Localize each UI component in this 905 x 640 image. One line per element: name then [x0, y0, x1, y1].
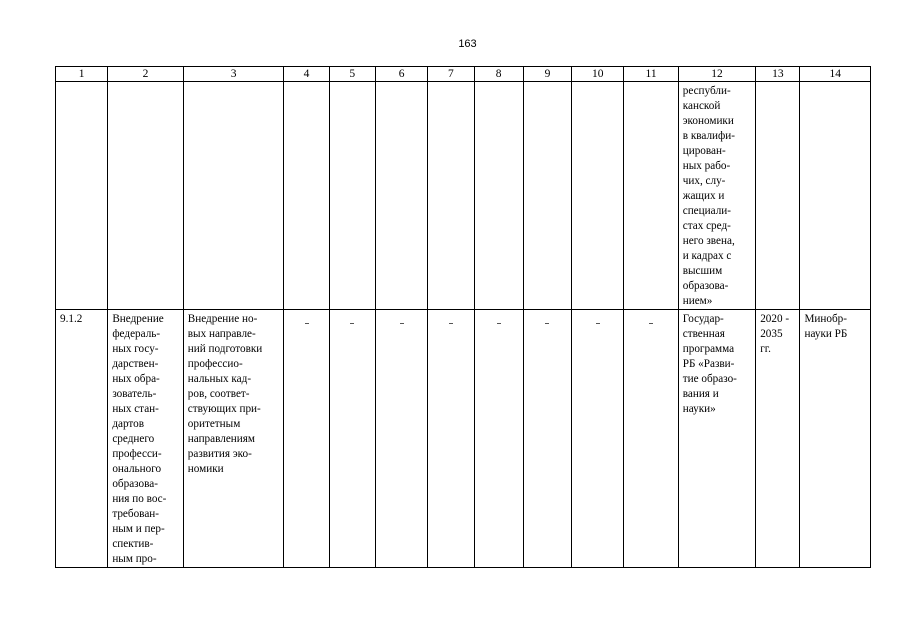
table-cell: [428, 82, 474, 310]
measure-number: 9.1.2: [56, 310, 108, 568]
implementation-period: 2020 - 2035 гг.: [756, 310, 800, 568]
dash-cell: [474, 310, 523, 568]
dash-mark: [305, 323, 309, 324]
dash-cell: [428, 310, 474, 568]
dash-mark: [350, 323, 354, 324]
dash-cell: [329, 310, 375, 568]
table-cell: [284, 82, 329, 310]
dash-mark: [649, 323, 653, 324]
table-row-continuation: [56, 82, 871, 310]
table-cell: [183, 82, 284, 310]
responsible-executor: Минобр- науки РБ: [800, 310, 871, 568]
table-cell: [56, 82, 108, 310]
measure-title: Внедрение федераль- ных госу- дарствен- ных обра- зователь- ных стан- дартов среднего професси- онального образова- ния по вос- требован- ным и пер- спектив- ным про-: [108, 310, 183, 568]
table-cell: [800, 82, 871, 310]
column-number-row: [56, 67, 871, 82]
column-header: 12: [678, 67, 755, 82]
dash-mark: [545, 323, 549, 324]
dash-mark: [400, 323, 404, 324]
column-header: 8: [474, 67, 523, 82]
column-header: 3: [183, 67, 284, 82]
column-header: 7: [428, 67, 474, 82]
column-header: 13: [756, 67, 800, 82]
column-header: 11: [624, 67, 678, 82]
dash-cell: [624, 310, 678, 568]
column-header: 14: [800, 67, 871, 82]
table-cell: [624, 82, 678, 310]
program-name: Государ- ственная программа РБ «Разви- тие образо- вания и науки»: [678, 310, 755, 568]
dash-cell: [523, 310, 571, 568]
column-header: 1: [56, 67, 108, 82]
dash-cell: [375, 310, 427, 568]
dash-mark: [449, 323, 453, 324]
column-header: 6: [375, 67, 427, 82]
plan-table: [55, 66, 871, 568]
table-cell: [108, 82, 183, 310]
table-row-9-1-2: [56, 310, 871, 568]
column-header: 9: [523, 67, 571, 82]
dash-cell: [284, 310, 329, 568]
dash-cell: [572, 310, 624, 568]
measure-description: Внедрение но- вых направле- ний подготовки профессио- нальных кад- ров, соответ- ствующих при- оритетным направлениям развития эко- номики: [183, 310, 284, 568]
table-cell: [375, 82, 427, 310]
column-header: 10: [572, 67, 624, 82]
column-header: 2: [108, 67, 183, 82]
table-cell: [329, 82, 375, 310]
column-header: 5: [329, 67, 375, 82]
page-number: 163: [458, 38, 477, 50]
column-header: 4: [284, 67, 329, 82]
table-cell: [523, 82, 571, 310]
table-cell: [572, 82, 624, 310]
program-goal-continuation: республи- канской экономики в квалифи- цирован- ных рабо- чих, слу- жащих и специали- стах сред- него звена, и кадрах с высшим образова- нием»: [678, 82, 755, 310]
dash-mark: [497, 323, 501, 324]
dash-mark: [596, 323, 600, 324]
table-cell: [756, 82, 800, 310]
table-cell: [474, 82, 523, 310]
